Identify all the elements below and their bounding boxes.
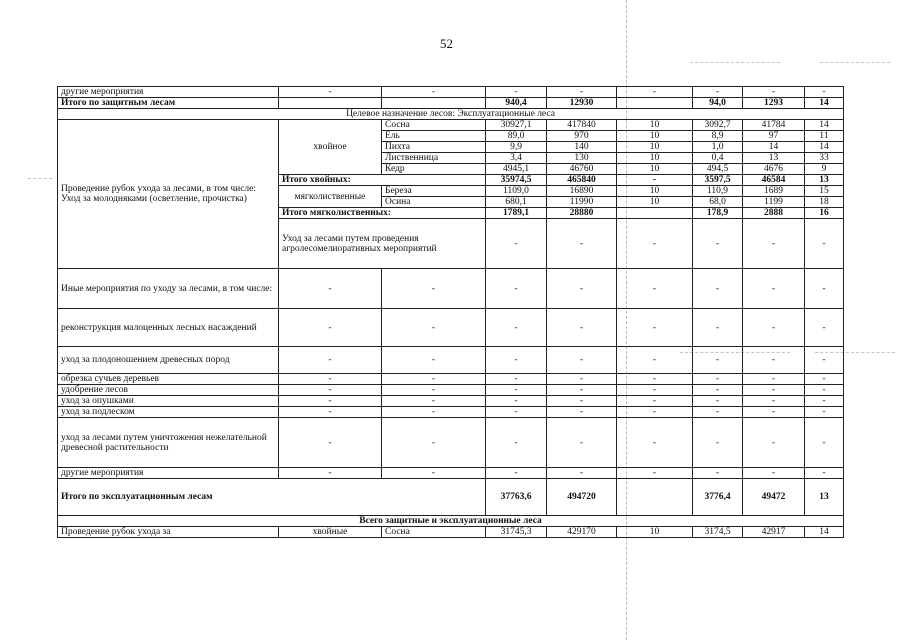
value-cell: 3776,4 <box>693 479 743 516</box>
value-cell: - <box>382 374 486 385</box>
value-cell: - <box>382 396 486 407</box>
value-cell: - <box>617 219 693 269</box>
value-cell: - <box>805 385 844 396</box>
value-cell: 940,4 <box>486 98 547 109</box>
value-cell: 33 <box>805 153 844 164</box>
table-row <box>58 309 844 347</box>
value-cell: 4676 <box>743 164 805 175</box>
value-cell: - <box>382 347 486 374</box>
table-row <box>58 385 844 396</box>
value-cell: 89,0 <box>486 131 547 142</box>
value-cell: 14 <box>805 120 844 131</box>
value-cell: - <box>486 385 547 396</box>
table-row <box>58 468 844 479</box>
value-cell: - <box>743 385 805 396</box>
table-row <box>58 407 844 418</box>
value-cell: - <box>805 407 844 418</box>
value-cell: - <box>617 175 693 186</box>
value-cell: 10 <box>617 527 693 538</box>
value-cell: 10 <box>617 197 693 208</box>
value-cell: 1109,0 <box>486 186 547 197</box>
value-cell: 1199 <box>743 197 805 208</box>
value-cell: - <box>382 468 486 479</box>
value-cell: - <box>693 309 743 347</box>
page-number: 52 <box>440 36 453 51</box>
row-label: уход за лесами путем уничтожения нежелательной древесной растительности <box>58 418 279 468</box>
value-cell: - <box>805 309 844 347</box>
value-cell: - <box>743 347 805 374</box>
table-row <box>58 479 844 516</box>
value-cell: 35974,5 <box>486 175 547 186</box>
group-label-soft: мягколиственные <box>279 186 382 208</box>
value-cell: 140 <box>547 142 617 153</box>
value-cell: - <box>279 407 382 418</box>
value-cell: 49472 <box>743 479 805 516</box>
value-cell: - <box>693 396 743 407</box>
value-cell: 1789,1 <box>486 208 547 219</box>
species-label: Осина <box>382 197 486 208</box>
value-cell: - <box>617 396 693 407</box>
value-cell <box>382 98 486 109</box>
value-cell: - <box>547 468 617 479</box>
species-label: Пихта <box>382 142 486 153</box>
value-cell: - <box>547 219 617 269</box>
section-header: Всего защитные и эксплуатационные леса <box>58 516 844 527</box>
value-cell: - <box>382 269 486 309</box>
value-cell: - <box>743 309 805 347</box>
value-cell: 3,4 <box>486 153 547 164</box>
value-cell: - <box>486 418 547 468</box>
row-label: Уход за лесами путем проведения агролесомелиоративных мероприятий <box>279 219 486 269</box>
value-cell: - <box>617 374 693 385</box>
value-cell: - <box>547 374 617 385</box>
value-cell <box>617 479 693 516</box>
table-row <box>58 87 844 98</box>
value-cell: - <box>693 468 743 479</box>
forest-care-table <box>57 86 844 538</box>
value-cell: 16890 <box>547 186 617 197</box>
value-cell: - <box>693 219 743 269</box>
value-cell: 970 <box>547 131 617 142</box>
subtotal-label: Итого мягколиственных: <box>279 208 486 219</box>
subtotal-label: Итого хвойных: <box>279 175 486 186</box>
value-cell: - <box>279 87 382 98</box>
value-cell: - <box>279 269 382 309</box>
value-cell: 13 <box>805 175 844 186</box>
value-cell: 10 <box>617 120 693 131</box>
value-cell: 11 <box>805 131 844 142</box>
value-cell: - <box>693 407 743 418</box>
row-label: удобрение лесов <box>58 385 279 396</box>
row-label: уход за подлеском <box>58 407 279 418</box>
table-row <box>58 269 844 309</box>
value-cell: - <box>743 374 805 385</box>
value-cell: - <box>743 396 805 407</box>
row-label: реконструкция малоценных лесных насаждений <box>58 309 279 347</box>
value-cell: - <box>486 347 547 374</box>
value-cell <box>279 98 382 109</box>
value-cell: - <box>279 385 382 396</box>
scan-noise <box>820 62 890 63</box>
value-cell: - <box>805 374 844 385</box>
species-label: Кедр <box>382 164 486 175</box>
value-cell: 30927,1 <box>486 120 547 131</box>
value-cell: 3597,5 <box>693 175 743 186</box>
row-label: уход за плодоношением древесных пород <box>58 347 279 374</box>
value-cell: - <box>486 374 547 385</box>
value-cell: - <box>279 396 382 407</box>
value-cell: - <box>486 468 547 479</box>
value-cell: 97 <box>743 131 805 142</box>
row-label-thinning: Проведение рубок ухода за лесами, в том числе: Уход за молодняками (осветление, прочистка) <box>58 120 279 269</box>
value-cell: 94,0 <box>693 98 743 109</box>
value-cell: 68,0 <box>693 197 743 208</box>
value-cell: 0,4 <box>693 153 743 164</box>
value-cell: - <box>279 468 382 479</box>
value-cell: - <box>805 347 844 374</box>
value-cell: - <box>743 468 805 479</box>
value-cell: - <box>547 347 617 374</box>
value-cell: 1,0 <box>693 142 743 153</box>
value-cell: 16 <box>805 208 844 219</box>
table-row <box>58 396 844 407</box>
scan-noise <box>690 62 780 63</box>
value-cell: 494720 <box>547 479 617 516</box>
value-cell: - <box>617 269 693 309</box>
value-cell: - <box>805 219 844 269</box>
value-cell: - <box>547 418 617 468</box>
row-label: Итого по защитным лесам <box>58 98 279 109</box>
value-cell: 417840 <box>547 120 617 131</box>
value-cell: - <box>743 418 805 468</box>
value-cell: - <box>743 269 805 309</box>
value-cell: - <box>693 87 743 98</box>
value-cell: - <box>279 418 382 468</box>
species-label: Сосна <box>382 120 486 131</box>
table-row <box>58 109 844 120</box>
value-cell: 14 <box>805 527 844 538</box>
value-cell: - <box>486 309 547 347</box>
value-cell: - <box>547 396 617 407</box>
value-cell: - <box>617 418 693 468</box>
table-row <box>58 374 844 385</box>
row-label: уход за опушками <box>58 396 279 407</box>
scan-noise <box>28 178 52 179</box>
table-row <box>58 527 844 538</box>
value-cell: 178,9 <box>693 208 743 219</box>
value-cell: - <box>693 269 743 309</box>
value-cell: 41784 <box>743 120 805 131</box>
value-cell: 130 <box>547 153 617 164</box>
value-cell: - <box>486 269 547 309</box>
value-cell: 8,9 <box>693 131 743 142</box>
value-cell: - <box>693 418 743 468</box>
value-cell: - <box>486 396 547 407</box>
value-cell: - <box>382 385 486 396</box>
value-cell: - <box>547 269 617 309</box>
value-cell: - <box>547 407 617 418</box>
value-cell: - <box>486 407 547 418</box>
value-cell: 2888 <box>743 208 805 219</box>
table-row <box>58 120 844 131</box>
value-cell: - <box>382 407 486 418</box>
value-cell: 37763,6 <box>486 479 547 516</box>
value-cell: - <box>743 407 805 418</box>
value-cell: 15 <box>805 186 844 197</box>
total-label: Итого по эксплуатационным лесам <box>58 479 486 516</box>
value-cell: 14 <box>805 98 844 109</box>
row-label: обрезка сучьев деревьев <box>58 374 279 385</box>
value-cell: 9,9 <box>486 142 547 153</box>
value-cell: 1689 <box>743 186 805 197</box>
value-cell: 11990 <box>547 197 617 208</box>
value-cell: - <box>805 468 844 479</box>
value-cell: - <box>693 385 743 396</box>
value-cell: - <box>743 87 805 98</box>
value-cell: 31745,3 <box>486 527 547 538</box>
value-cell: - <box>617 468 693 479</box>
value-cell: - <box>382 418 486 468</box>
value-cell: 14 <box>805 142 844 153</box>
value-cell: - <box>805 396 844 407</box>
value-cell: 1293 <box>743 98 805 109</box>
section-header: Целевое назначение лесов: Эксплуатационные леса <box>58 109 844 120</box>
value-cell: 494,5 <box>693 164 743 175</box>
species-label: Лиственница <box>382 153 486 164</box>
species-label: Береза <box>382 186 486 197</box>
value-cell: - <box>279 374 382 385</box>
species-label: Ель <box>382 131 486 142</box>
value-cell: 10 <box>617 131 693 142</box>
group-label-conifer: хвойное <box>279 120 382 175</box>
table-row <box>58 516 844 527</box>
value-cell: - <box>547 87 617 98</box>
row-label: Иные мероприятия по уходу за лесами, в том числе: <box>58 269 279 309</box>
value-cell: - <box>805 418 844 468</box>
value-cell: - <box>617 309 693 347</box>
value-cell: 9 <box>805 164 844 175</box>
value-cell: 110,9 <box>693 186 743 197</box>
value-cell: - <box>547 385 617 396</box>
species-label: Сосна <box>382 527 486 538</box>
table-row <box>58 347 844 374</box>
row-label: другие мероприятия <box>58 87 279 98</box>
value-cell: 46760 <box>547 164 617 175</box>
group-label: хвойные <box>279 527 382 538</box>
value-cell: 12930 <box>547 98 617 109</box>
table-row <box>58 418 844 468</box>
value-cell: 465840 <box>547 175 617 186</box>
value-cell: 3174,5 <box>693 527 743 538</box>
value-cell: - <box>617 87 693 98</box>
value-cell: 28880 <box>547 208 617 219</box>
value-cell: 10 <box>617 142 693 153</box>
value-cell: - <box>693 374 743 385</box>
value-cell: 13 <box>805 479 844 516</box>
value-cell: - <box>486 219 547 269</box>
value-cell: 10 <box>617 164 693 175</box>
value-cell: 42917 <box>743 527 805 538</box>
value-cell: - <box>486 87 547 98</box>
value-cell: 680,1 <box>486 197 547 208</box>
row-label: другие мероприятия <box>58 468 279 479</box>
value-cell: 13 <box>743 153 805 164</box>
value-cell: - <box>382 309 486 347</box>
value-cell: - <box>279 309 382 347</box>
value-cell: - <box>617 347 693 374</box>
value-cell: 10 <box>617 153 693 164</box>
value-cell <box>617 98 693 109</box>
value-cell: 18 <box>805 197 844 208</box>
value-cell: - <box>279 347 382 374</box>
value-cell: - <box>805 269 844 309</box>
value-cell: 46584 <box>743 175 805 186</box>
value-cell: - <box>382 87 486 98</box>
value-cell: - <box>617 385 693 396</box>
value-cell: 14 <box>743 142 805 153</box>
row-label: Проведение рубок ухода за <box>58 527 279 538</box>
value-cell: 4945,1 <box>486 164 547 175</box>
table-body <box>58 87 844 538</box>
value-cell: - <box>805 87 844 98</box>
value-cell: 10 <box>617 186 693 197</box>
value-cell <box>617 208 693 219</box>
value-cell: - <box>547 309 617 347</box>
value-cell: 429170 <box>547 527 617 538</box>
value-cell: - <box>743 219 805 269</box>
value-cell: 3092,7 <box>693 120 743 131</box>
value-cell: - <box>617 407 693 418</box>
table-row <box>58 98 844 109</box>
value-cell: - <box>693 347 743 374</box>
